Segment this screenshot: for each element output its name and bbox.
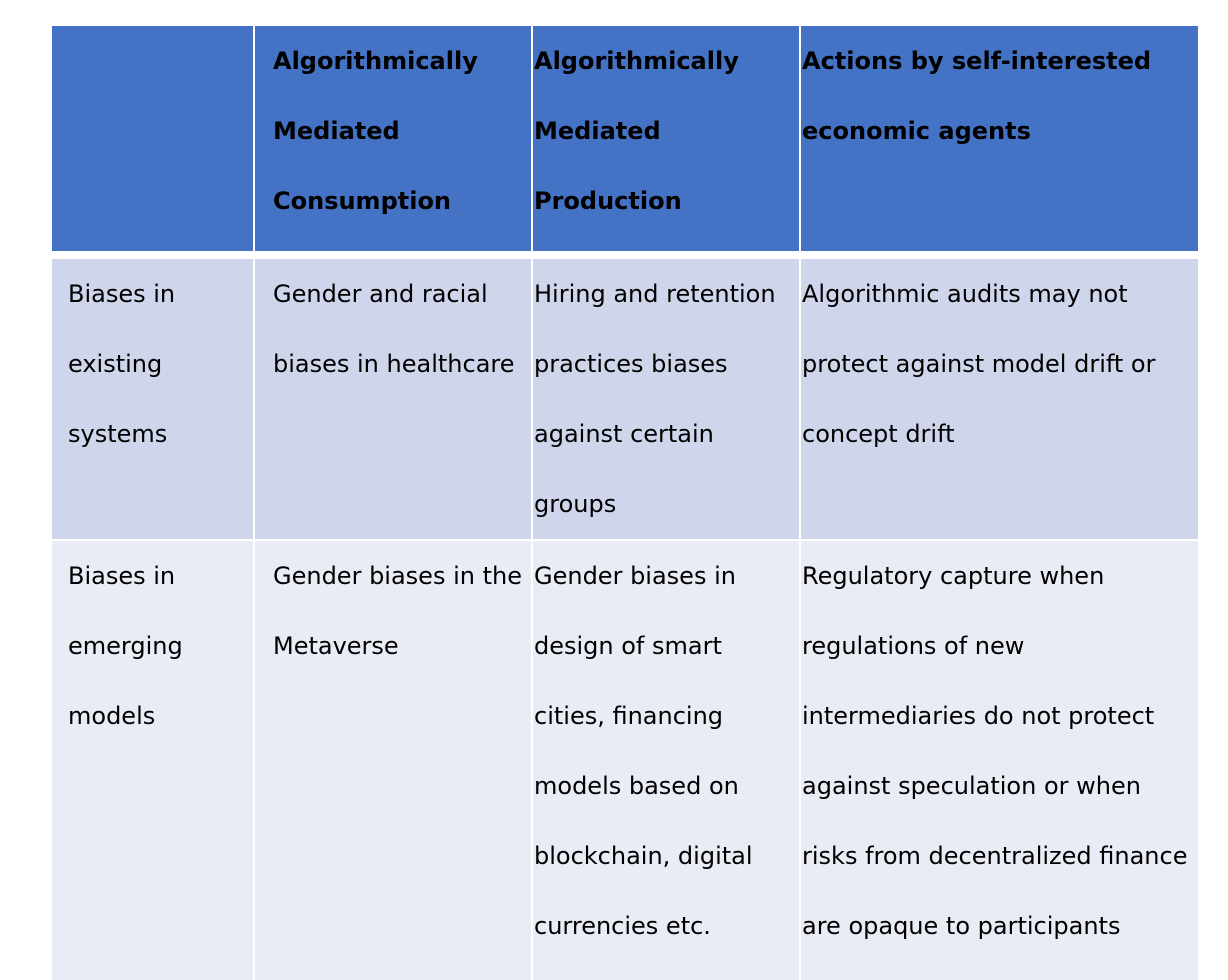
header-actions: Actions by self-interested economic agents bbox=[800, 26, 1198, 255]
header-production: Algorithmically Mediated Production bbox=[532, 26, 800, 255]
table-row bbox=[52, 540, 1198, 980]
cell-emerging-production: Gender biases in design of smart cities, financing models based on blockchain, digital currencies etc. bbox=[532, 540, 800, 980]
cell-existing-consumption: Gender and racial biases in healthcare bbox=[254, 255, 532, 540]
cell-existing-actions: Algorithmic audits may not protect against model drift or concept drift bbox=[800, 255, 1198, 540]
bias-matrix-table bbox=[52, 26, 1198, 980]
cell-existing-production: Hiring and retention practices biases against certain groups bbox=[532, 255, 800, 540]
header-empty-cell bbox=[52, 26, 254, 255]
cell-emerging-actions: Regulatory capture when regulations of new intermediaries do not protect against speculation or when risks from decentralized finance are opaque to participants bbox=[800, 540, 1198, 980]
row-label-existing: Biases in existing systems bbox=[52, 255, 254, 540]
table-row bbox=[52, 255, 1198, 540]
header-row bbox=[52, 26, 1198, 255]
row-label-emerging: Biases in emerging models bbox=[52, 540, 254, 980]
cell-emerging-consumption: Gender biases in the Metaverse bbox=[254, 540, 532, 980]
header-consumption: Algorithmically Mediated Consumption bbox=[254, 26, 532, 255]
